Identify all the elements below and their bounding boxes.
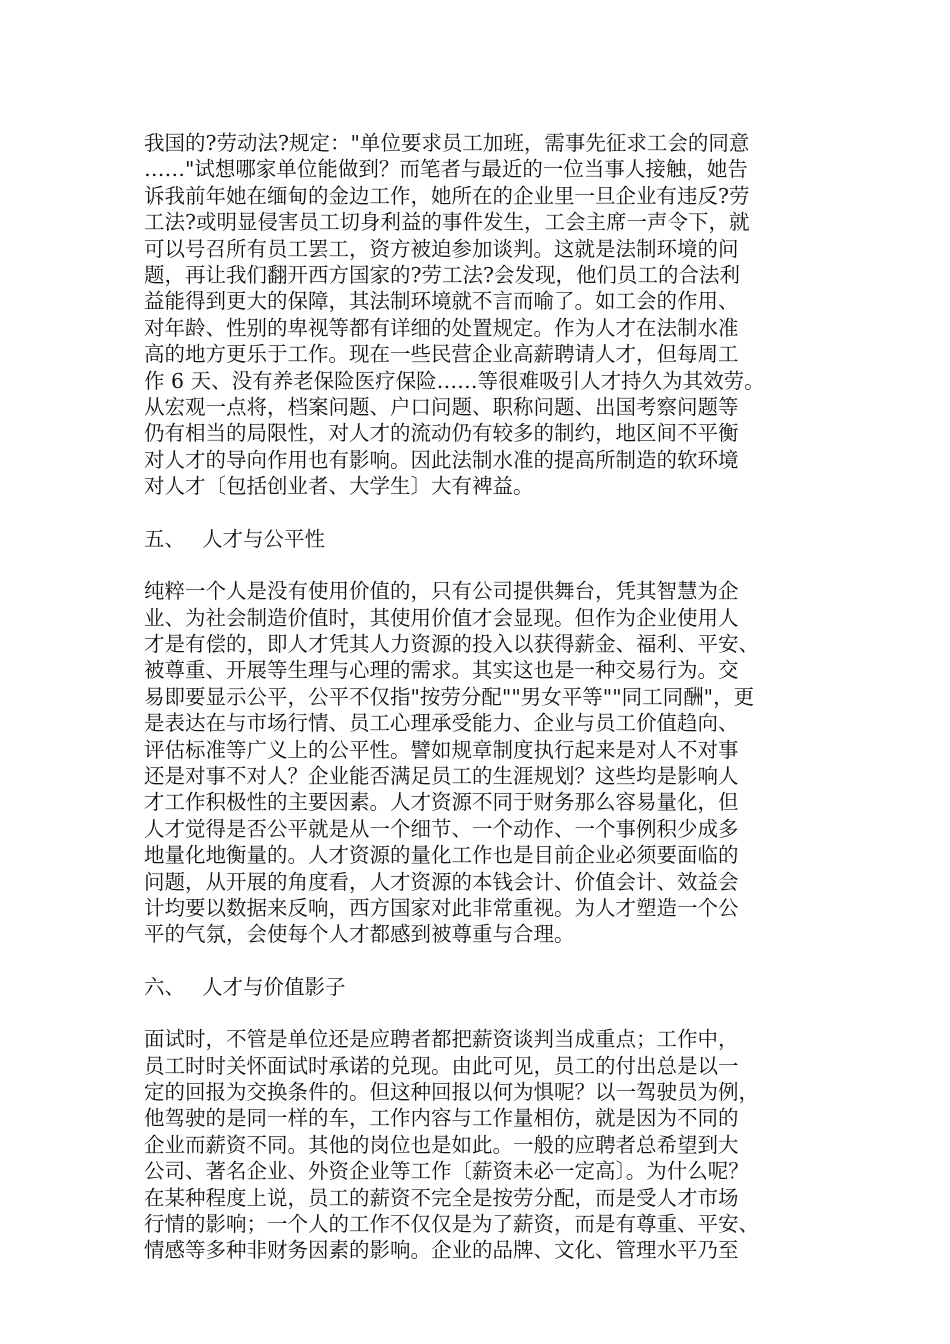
text-line: 员工时时关怀面试时承诺的兑现。由此可见，员工的付出总是以一	[144, 1053, 739, 1078]
text-line: 可以号召所有员工罢工，资方被迫参加谈判。这就是法制环境的问	[144, 236, 739, 261]
text-line: 业、为社会制造价值时，其使用价值才会显现。但作为企业使用人	[144, 605, 739, 630]
text-line: 对人才〔包括创业者、大学生〕大有裨益。	[144, 474, 534, 499]
text-line: 公司、著名企业、外资企业等工作〔薪资未必一定高〕。为什么呢？	[144, 1159, 749, 1184]
section-number: 五、	[144, 526, 185, 551]
text-line: 诉我前年她在缅甸的金边工作，她所在的企业里一旦企业有违反?劳	[144, 183, 750, 208]
text-line: 在某种程度上说，员工的薪资不完全是按劳分配，而是受人才市场	[144, 1185, 739, 1210]
text-line: 从宏观一点将，档案问题、户口问题、职称问题、出国考察问题等	[144, 395, 739, 420]
text-line: 我国的?劳动法?规定："单位要求员工加班，需事先征求工会的同意	[144, 131, 750, 155]
section-title: 人才与公平性	[202, 526, 325, 551]
section-heading-5	[144, 526, 814, 552]
text-line: 情感等多种非财务因素的影响。企业的品牌、文化、管理水平乃至	[144, 1238, 739, 1263]
document-page	[144, 130, 814, 1264]
text-line: 计均要以数据来反响，西方国家对此非常重视。为人才塑造一个公	[144, 895, 739, 920]
section-heading-6	[144, 974, 814, 1000]
section-number: 六、	[144, 974, 185, 999]
text-line: 纯粹一个人是没有使用价值的，只有公司提供舞台，凭其智慧为企	[144, 579, 739, 604]
text-line: 还是对事不对人？企业能否满足员工的生涯规划？这些均是影响人	[144, 763, 739, 788]
text-line: 平的气氛，会使每个人才都感到被尊重与合理。	[144, 922, 575, 947]
text-line: 对年龄、性别的卑视等都有详细的处置规定。作为人才在法制水准	[144, 315, 739, 340]
text-line: 评估标准等广义上的公平性。譬如规章制度执行起来是对人不对事	[144, 737, 739, 762]
text-line: 易即要显示公平，公平不仅指"按劳分配""男女平等""同工同酬"，更	[144, 684, 755, 709]
text-line: 企业而薪资不同。其他的岗位也是如此。一般的应聘者总希望到大	[144, 1132, 739, 1157]
text-line: 作 6 天、没有养老保险医疗保险……等很难吸引人才持久为其效劳。	[144, 368, 765, 393]
text-line: 地量化地衡量的。人才资源的量化工作也是目前企业必须要面临的	[144, 843, 739, 868]
paragraph-value-shadow	[144, 1026, 814, 1264]
text-line: 工法?或明显侵害员工切身利益的事件发生，工会主席一声令下，就	[144, 210, 750, 235]
text-line: 人才觉得是否公平就是从一个细节、一个动作、一个事例积少成多	[144, 816, 739, 841]
text-line: 才是有偿的，即人才凭其人力资源的投入以获得薪金、福利、平安、	[144, 631, 759, 656]
text-line: ……"试想哪家单位能做到？而笔者与最近的一位当事人接触，她告	[144, 157, 748, 182]
text-line: 高的地方更乐于工作。现在一些民营企业高薪聘请人才，但每周工	[144, 342, 739, 367]
text-line: 他驾驶的是同一样的车，工作内容与工作量相仿，就是因为不同的	[144, 1106, 739, 1131]
paragraph-legal-environment	[144, 130, 814, 500]
section-title: 人才与价值影子	[202, 974, 346, 999]
text-line: 行情的影响；一个人的工作不仅仅是为了薪资，而是有尊重、平安、	[144, 1212, 759, 1237]
text-line: 对人才的导向作用也有影响。因此法制水准的提高所制造的软环境	[144, 447, 739, 472]
text-line: 面试时，不管是单位还是应聘者都把薪资谈判当成重点；工作中，	[144, 1027, 739, 1052]
text-line: 仍有相当的局限性，对人才的流动仍有较多的制约，地区间不平衡	[144, 421, 739, 446]
text-line: 问题，从开展的角度看，人才资源的本钱会计、价值会计、效益会	[144, 869, 739, 894]
text-line: 是表达在与市场行情、员工心理承受能力、企业与员工价值趋向、	[144, 711, 739, 736]
text-line: 益能得到更大的保障，其法制环境就不言而喻了。如工会的作用、	[144, 289, 739, 314]
paragraph-fairness	[144, 578, 814, 948]
text-line: 题，再让我们翻开西方国家的?劳工法?会发现，他们员工的合法利	[144, 263, 740, 288]
text-line: 才工作积极性的主要因素。人才资源不同于财务那么容易量化，但	[144, 790, 739, 815]
text-line: 定的回报为交换条件的。但这种回报以何为惧呢？以一驾驶员为例，	[144, 1080, 759, 1104]
text-line: 被尊重、开展等生理与心理的需求。其实这也是一种交易行为。交	[144, 658, 739, 683]
